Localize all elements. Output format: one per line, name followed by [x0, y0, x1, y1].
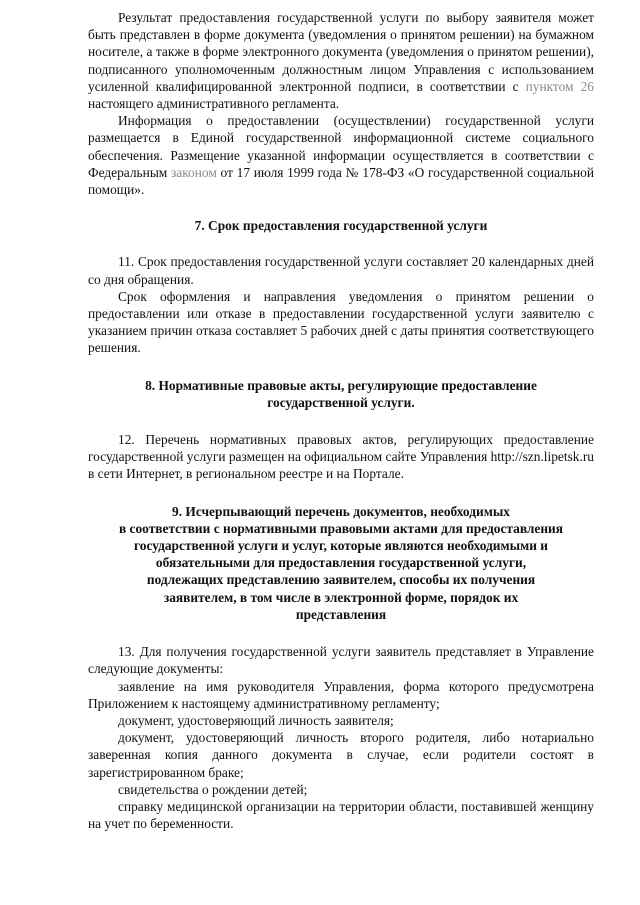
paragraph-12-legal-acts: 12. Перечень нормативных правовых актов, регулирующих предоставление государственной услуги размещен на официальном сайте Управления http://szn.lipetsk.ru в сети Интернет, в региональном реестре и на Портале.: [88, 432, 594, 482]
heading-line: 9. Исчерпывающий перечень документов, необходимых: [172, 503, 510, 519]
heading-line: заявителем, в том числе в электронной форме, порядок их: [163, 589, 519, 605]
heading-line: государственной услуги.: [267, 394, 415, 410]
paragraph-information-placement: [88, 112, 594, 198]
list-item-applicant-id: документ, удостоверяющий личность заявителя;: [118, 712, 394, 728]
spacer: [88, 198, 594, 217]
spacer: [88, 234, 594, 253]
reference-link-law[interactable]: законом: [171, 164, 217, 180]
section-heading-9: [88, 503, 594, 623]
heading-line: в соответствии с нормативными правовыми актами для предоставления: [118, 520, 564, 536]
heading-line: представления: [295, 606, 387, 622]
list-item-medical-certificate: справку медицинской организации на территории области, поставившей женщину на учет по беременности.: [88, 798, 594, 832]
heading-line: государственной услуги и услуг, которые являются необходимыми и: [134, 538, 548, 554]
list-item-birth-certificates: свидетельства о рождении детей;: [118, 781, 308, 797]
heading-line: 8. Нормативные правовые акты, регулирующие предоставление: [145, 377, 537, 393]
heading-line: подлежащих представлению заявителем, способы их получения: [146, 572, 536, 588]
spacer: [88, 411, 594, 431]
reference-link-clause-26[interactable]: пунктом 26: [525, 78, 594, 94]
section-heading-7: 7. Срок предоставления государственной услуги: [194, 218, 488, 234]
spacer: [88, 483, 594, 503]
paragraph-result-form: [88, 9, 594, 112]
heading-line: обязательными для предоставления государственной услуги,: [155, 555, 527, 571]
paragraph-text: от 17 июля 1999 года № 178-ФЗ «О государственной социальной помощи».: [88, 164, 594, 198]
paragraph-11-term: 11. Срок предоставления государственной услуги составляет 20 календарных дней со дня обращения.: [88, 254, 594, 287]
spacer: [88, 623, 594, 643]
paragraph-text: Информация о предоставлении (осуществлении) государственной услуги размещается в Единой государственной информационной системе социального обеспечения. Размещение указанной информации осуществляется в соответствии с Федеральным: [88, 113, 594, 180]
paragraph-13-documents: 13. Для получения государственной услуги заявитель представляет в Управление следующие документы:: [88, 644, 594, 677]
list-item-second-parent-id: документ, удостоверяющий личность второго родителя, либо нотариально заверенная копия данного документа в случае, если родители состоят в зарегистрированном браке;: [88, 730, 594, 780]
spacer: [88, 357, 594, 377]
paragraph-notification-term: Срок оформления и направления уведомления о принятом решении о предоставлении или отказе в предоставлении государственной услуги заявителю с указанием причин отказа составляет 5 рабочих дней с даты принятия соответствующего решения.: [88, 288, 594, 356]
document-page: [88, 9, 594, 832]
paragraph-text: Результат предоставления государственной услуги по выбору заявителя может быть представлен в форме документа (уведомления о принятом решении) на бумажном носителе, а также в форме электронного документа (уведомления о принятом решении), подписанного уполномоченным должностным лицом Управления с использованием усиленной квалифицированной электронной подписи, в соответствии с: [88, 10, 594, 94]
list-item-application: заявление на имя руководителя Управления, форма которого предусмотрена Приложением к настоящему административному регламенту;: [88, 678, 594, 711]
section-heading-8: [88, 377, 594, 411]
paragraph-text: настоящего административного регламента.: [88, 96, 340, 112]
